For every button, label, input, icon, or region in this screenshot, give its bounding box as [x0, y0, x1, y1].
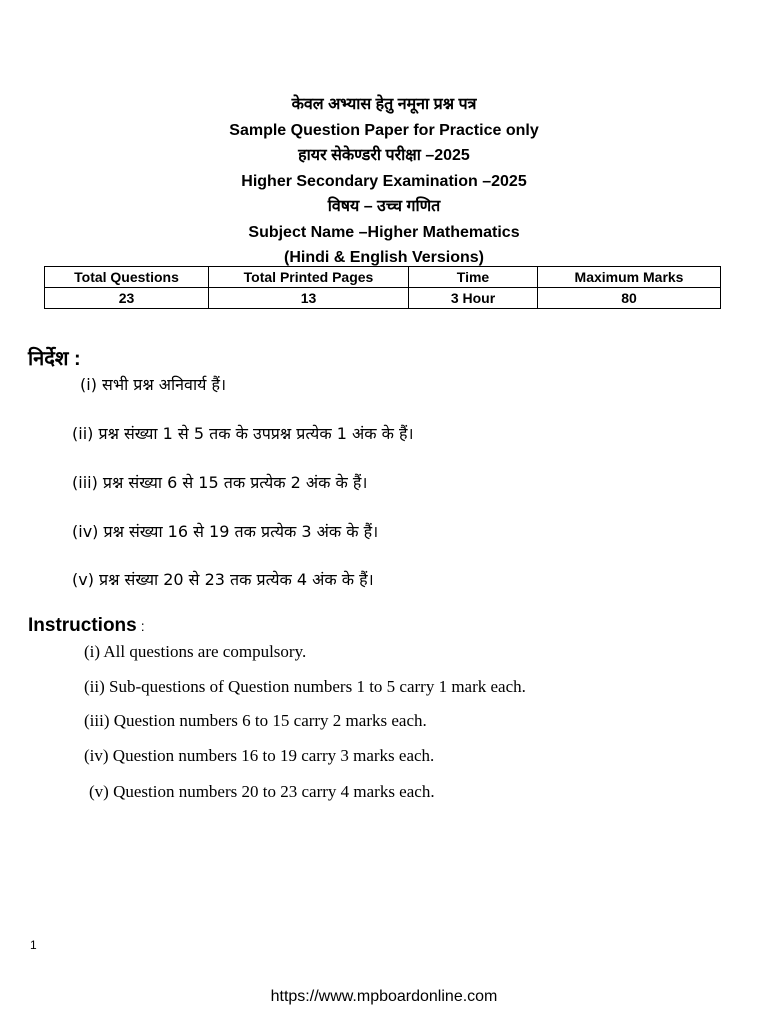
value-total-questions: 23	[45, 288, 209, 309]
header-line-hindi-title: केवल अभ्यास हेतु नमूना प्रश्न पत्र	[291, 96, 477, 113]
header-line-versions: (Hindi & English Versions)	[283, 249, 485, 266]
header-total-pages: Total Printed Pages	[209, 267, 409, 288]
hindi-instruction-4: (iv) प्रश्न संख्या 16 से 19 तक प्रत्येक 3 अंक के हैं।	[72, 522, 379, 541]
hindi-instruction-2: (ii) प्रश्न संख्या 1 से 5 तक के उपप्रश्न प्रत्येक 1 अंक के हैं।	[72, 424, 414, 443]
hindi-instruction-1: (i) सभी प्रश्न अनिवार्य हैं।	[80, 375, 227, 394]
value-maximum-marks: 80	[538, 288, 721, 309]
english-instruction-3: (iii) Question numbers 6 to 15 carry 2 marks each.	[84, 711, 427, 730]
hindi-instructions-title: निर्देश :	[28, 348, 81, 370]
header-line-hindi-exam: हायर सेकेण्डरी परीक्षा –2025	[298, 147, 470, 164]
english-instructions-label: Instructions	[28, 615, 137, 636]
english-instruction-4: (iv) Question numbers 16 to 19 carry 3 marks each.	[84, 746, 435, 765]
page-number: 1	[30, 938, 37, 952]
hindi-instruction-5: (v) प्रश्न संख्या 20 से 23 तक प्रत्येक 4 अंक के हैं।	[72, 570, 374, 589]
value-time: 3 Hour	[409, 288, 538, 309]
english-instruction-1: (i) All questions are compulsory.	[84, 642, 307, 661]
english-instruction-5: (v) Question numbers 20 to 23 carry 4 marks each.	[89, 782, 435, 801]
header-maximum-marks: Maximum Marks	[538, 267, 721, 288]
header-time: Time	[409, 267, 538, 288]
english-instructions-colon: :	[140, 618, 145, 634]
exam-info-table	[44, 266, 721, 309]
value-total-pages: 13	[209, 288, 409, 309]
english-instructions-title	[28, 615, 145, 637]
paper-header	[0, 92, 768, 271]
table-header-row	[45, 267, 721, 288]
header-total-questions: Total Questions	[45, 267, 209, 288]
english-instruction-2: (ii) Sub-questions of Question numbers 1 to 5 carry 1 mark each.	[84, 677, 526, 696]
hindi-instruction-3: (iii) प्रश्न संख्या 6 से 15 तक प्रत्येक 2 अंक के हैं।	[72, 473, 368, 492]
table-row	[45, 288, 721, 309]
header-line-english-exam: Higher Secondary Examination –2025	[241, 172, 527, 190]
footer-url: https://www.mpboardonline.com	[270, 988, 498, 1005]
header-line-hindi-subject: विषय – उच्च गणित	[327, 198, 441, 215]
header-line-english-title: Sample Question Paper for Practice only	[229, 121, 539, 139]
header-line-english-subject: Subject Name –Higher Mathematics	[248, 223, 520, 241]
